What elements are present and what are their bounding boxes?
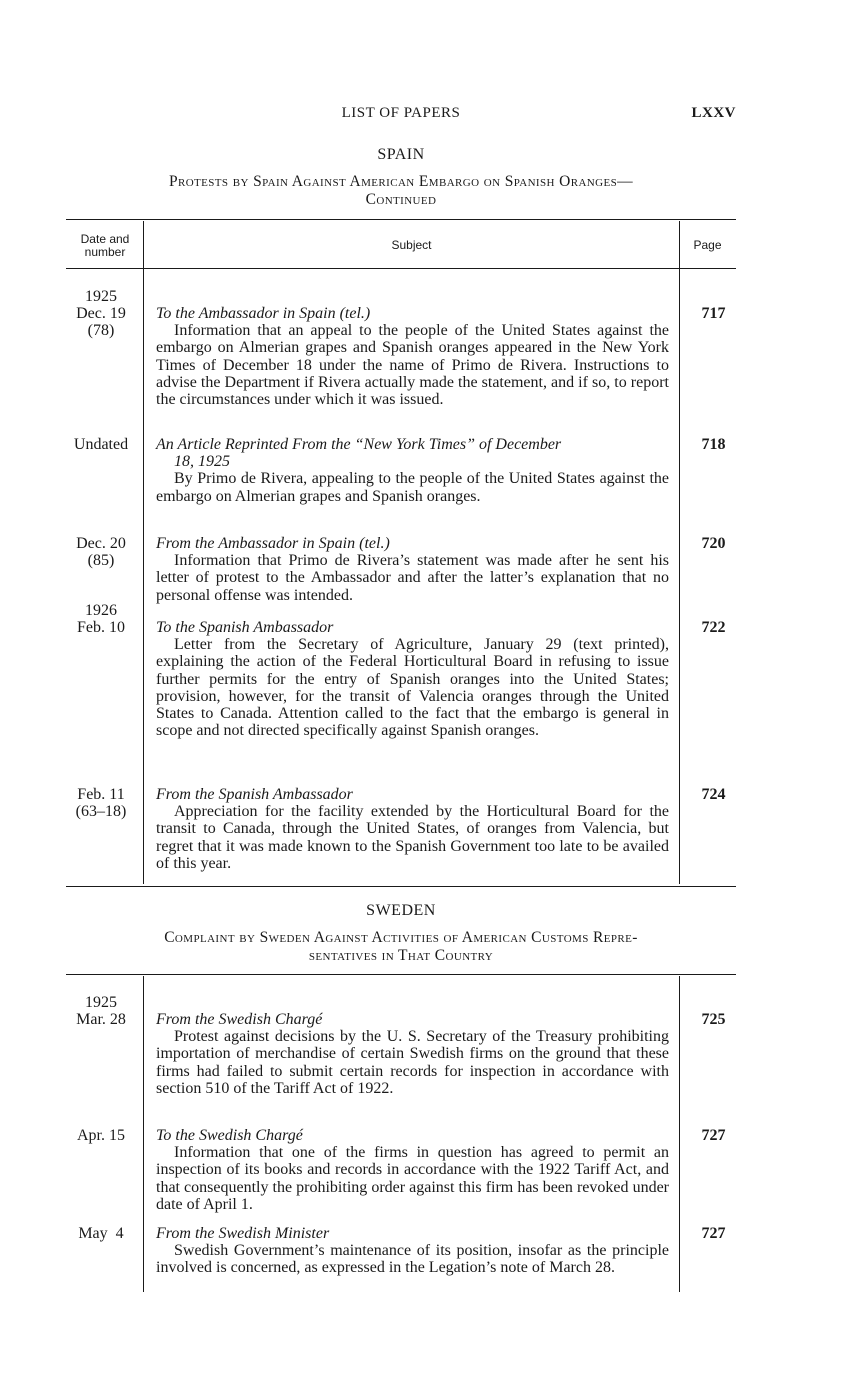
entry-date [66,994,136,1028]
entry-body: Information that an appeal to the people of the United States against the embargo on Almerian grapes and Spanish oranges appeared in the New York Times of December 18 under the name of Primo de Rivera. Instructions to advise the Department if Rivera actually made the statement, and if so, to report the circumstances under which it was issued. [156,322,669,409]
section-title-sweden [66,929,736,965]
entry-page: 718 [701,436,726,453]
entry-title-line-1: An Article Reprinted From the “New York Times” of December [156,436,562,453]
entry-title: To the Swedish Chargé [156,1127,303,1144]
entry-day: Mar. 28 [76,1011,126,1028]
page-column-divider [679,221,680,884]
entry-body: Appreciation for the facility extended by the Horticultural Board for the transit to Canada, through the United States, of oranges from Valencia, but regret that it was made known to the Spanish Government too late to be availed of this year. [156,803,669,872]
page-folio: LXXV [691,105,736,121]
entry-year: 1925 [85,288,117,305]
column-header-page: Page [693,238,722,252]
entry-body: Swedish Government’s maintenance of its position, insofar as the principle involved is concerned, as expressed in the Legation’s note of March 28. [156,1242,669,1277]
running-head [66,105,736,125]
entry-body: Protest against decisions by the U. S. Secretary of the Treasury prohibiting importation of merchandise of certain Swedish firms on the ground that these firms had failed to submit certain records for inspection in accordance with section 510 of the Tariff Act of 1922. [156,1028,669,1097]
entry-title [156,436,669,470]
section-title-line-1: Protests by Spain Against American Embargo on Spanish Oranges— [168,173,634,190]
entry-number: (78) [87,322,115,339]
table-top-rule [66,219,736,220]
entry-subject [156,619,669,739]
entry-subject [156,1225,669,1277]
entry-subject [156,1127,669,1213]
entry-date [66,288,136,339]
section-title-line-2: Continued [365,191,437,208]
entry-body: By Primo de Rivera, appealing to the people of the United States against the embargo on Almerian grapes and Spanish oranges. [156,470,669,505]
entry-page: 724 [701,786,726,803]
entry-day: Feb. 10 [77,619,125,636]
entry-year: 1926 [85,602,117,619]
country-heading-spain: SPAIN [377,146,425,163]
date-column-divider [143,976,144,1292]
running-title: LIST OF PAPERS [341,105,461,121]
entry-day: Apr. 15 [77,1127,125,1144]
page-column-divider [679,976,680,1292]
entry-body: Information that Primo de Rivera’s statement was made after he sent his letter of protest to the Ambassador and after the latter’s explanation that no personal offense was intended. [156,552,669,604]
entry-subject [156,535,669,604]
column-header-subject: Subject [391,238,432,252]
entry-day: Feb. 11 [77,786,125,803]
entry-date [66,1225,136,1242]
entry-page: 720 [701,535,726,552]
entry-date [66,436,136,453]
entry-date [66,1127,136,1144]
entry-subject [156,786,669,872]
entry-subject [156,436,669,505]
entry-page: 722 [701,619,726,636]
entry-year: 1925 [85,994,117,1011]
entry-title: From the Spanish Ambassador [156,786,353,803]
entry-body: Information that one of the firms in question has agreed to permit an inspection of its books and records in accordance with the 1922 Tariff Act, and that consequently the prohibiting order against this firm has been revoked under date of April 1. [156,1144,669,1213]
entry-number: (63–18) [75,803,127,820]
entry-page: 727 [701,1225,726,1242]
entry-title: To the Ambassador in Spain (tel.) [156,305,371,322]
section-title-spain [66,173,736,209]
entry-date [66,602,136,636]
table-bottom-rule [66,886,736,887]
entry-day: May 4 [78,1225,124,1242]
entry-title: From the Swedish Chargé [156,1011,323,1028]
entry-page: 725 [701,1011,726,1028]
header-bottom-rule [66,268,736,269]
entry-subject [156,1011,669,1097]
entry-subject [156,305,669,408]
table-top-rule [66,974,736,975]
entry-page: 727 [701,1127,726,1144]
entry-date [66,535,136,569]
country-heading-sweden: SWEDEN [366,902,436,919]
entry-title: From the Swedish Minister [156,1225,330,1242]
entry-day: Undated [73,436,129,453]
entry-title: From the Ambassador in Spain (tel.) [156,535,390,552]
entry-title: To the Spanish Ambassador [156,619,334,636]
section-title-line-1: Complaint by Sweden Against Activities of American Customs Repre- [164,929,638,946]
date-column-divider [143,221,144,884]
entry-day: Dec. 19 [76,305,126,322]
entry-body: Letter from the Secretary of Agriculture, January 29 (text printed), explaining the action of the Federal Horticultural Board in refusing to issue further permits for the entry of Spanish oranges into the United States; provision, however, for the transit of Valencia oranges through the United States to Canada. Attention called to the fact that the embargo is general in scope and not directed specifically against Spanish oranges. [156,636,669,740]
entry-number: (85) [87,552,115,569]
entry-date [66,786,136,820]
entry-title-line-2: 18, 1925 [174,453,230,471]
column-header-date: Date and number [80,232,130,259]
entry-page: 717 [701,305,726,322]
entry-day: Dec. 20 [76,535,126,552]
section-title-line-2: sentatives in That Country [308,947,494,964]
